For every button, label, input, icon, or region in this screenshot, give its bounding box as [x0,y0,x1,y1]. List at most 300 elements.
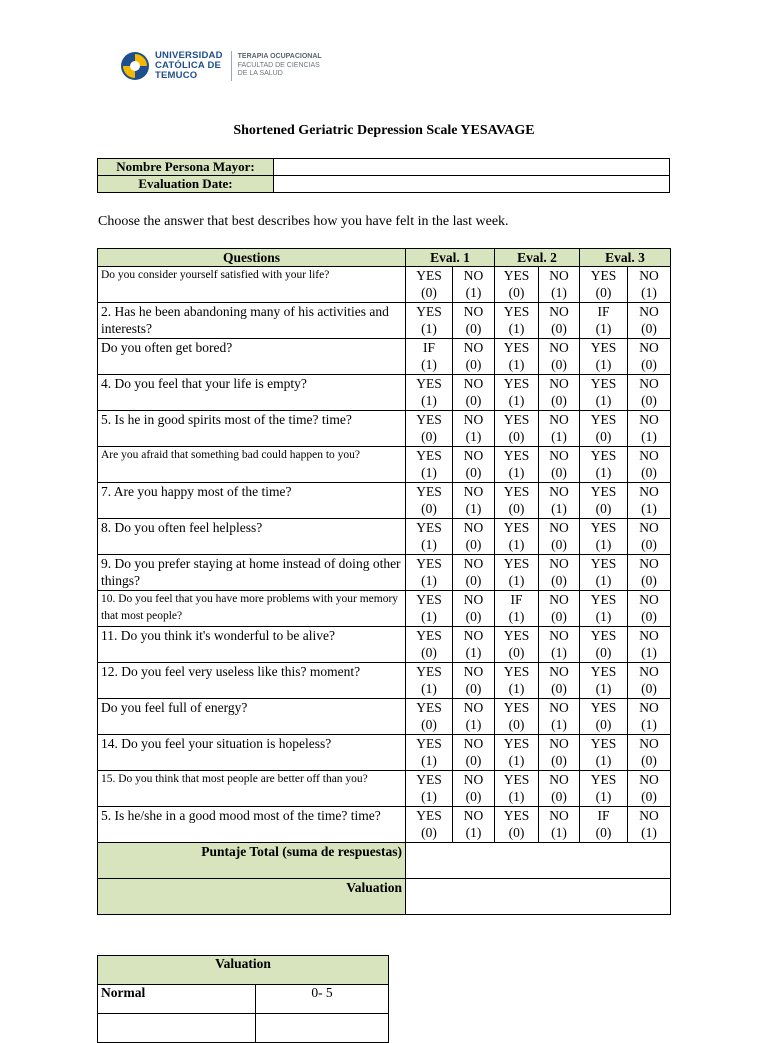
answer-option[interactable] [495,303,539,339]
answer-option[interactable] [453,519,495,555]
answer-option[interactable] [628,699,671,735]
answer-label: YES [416,268,442,283]
answer-score: (1) [508,789,525,804]
answer-score: (1) [421,753,437,768]
table-row [98,447,671,483]
answer-label: YES [590,484,617,499]
answer-score: (1) [641,717,657,732]
answer-option[interactable] [628,555,671,591]
answer-label: YES [503,736,530,751]
table-row [98,303,671,339]
answer-score: (0) [508,285,525,300]
answer-label: IF [597,304,610,319]
question-text: Do you often get bored? [98,339,406,375]
answer-label: YES [503,808,530,823]
answer-label: IF [422,340,435,355]
legend-cell [98,1014,256,1043]
answer-option[interactable] [406,519,453,555]
answer-label: YES [416,592,442,607]
valuation-legend-table [97,955,389,1043]
legend-title: Valuation [98,956,389,985]
answer-score: (0) [465,573,482,588]
answer-score: (0) [465,789,482,804]
answer-option[interactable] [495,483,539,519]
answer-label: YES [503,304,530,319]
answer-option[interactable] [453,555,495,591]
answer-label: NO [639,808,659,823]
answer-option[interactable] [495,807,539,843]
answer-score: (0) [421,825,437,840]
name-field[interactable] [274,159,670,176]
answer-label: YES [503,700,530,715]
answer-score: (0) [641,753,657,768]
answer-option[interactable] [453,375,495,411]
answer-option[interactable] [580,807,628,843]
date-label: Evaluation Date: [98,176,274,193]
answer-score: (1) [421,609,437,624]
answer-option[interactable] [453,627,495,663]
answer-option[interactable] [580,483,628,519]
answer-score: (1) [508,681,525,696]
answer-label: IF [510,592,523,607]
answer-option[interactable] [628,591,671,627]
answer-score: (0) [551,753,567,768]
answer-score: (0) [595,645,612,660]
answer-score: (0) [595,429,612,444]
answer-score: (1) [595,573,612,588]
answer-option[interactable] [495,663,539,699]
question-text: 15. Do you think that most people are better off than you? [98,771,406,807]
answer-option[interactable] [406,375,453,411]
answer-option[interactable] [539,771,580,807]
questions-header: Questions [98,249,406,267]
answer-option[interactable] [628,807,671,843]
answer-label: YES [503,772,530,787]
table-row [98,591,671,627]
answer-score: (1) [421,573,437,588]
answer-score: (1) [508,573,525,588]
answer-label: NO [549,304,569,319]
answer-option[interactable] [539,735,580,771]
answer-option[interactable] [539,339,580,375]
answer-option[interactable] [580,339,628,375]
answer-option[interactable] [539,807,580,843]
answer-label: NO [639,520,659,535]
answer-score: (0) [641,609,657,624]
answer-option[interactable] [580,771,628,807]
answer-score: (0) [551,465,567,480]
answer-option[interactable] [453,447,495,483]
question-text: 8. Do you often feel helpless? [98,519,406,555]
answer-option[interactable] [495,519,539,555]
answer-score: (1) [595,321,612,336]
answer-score: (0) [465,753,482,768]
answer-label: YES [416,700,442,715]
answer-score: (0) [595,825,612,840]
question-text: 2. Has he been abandoning many of his activities and interests? [98,303,406,339]
info-table [97,158,670,193]
answer-label: YES [416,556,442,571]
question-text: 4. Do you feel that your life is empty? [98,375,406,411]
answer-score: (0) [508,825,525,840]
answer-option[interactable] [539,411,580,447]
answer-score: (1) [641,825,657,840]
answer-option[interactable] [406,555,453,591]
answer-option[interactable] [628,735,671,771]
answer-score: (0) [465,681,482,696]
answer-option[interactable] [580,267,628,303]
university-logo [120,48,322,84]
answer-score: (1) [465,645,482,660]
answer-label: YES [590,556,617,571]
answer-option[interactable] [453,735,495,771]
answer-label: NO [549,772,569,787]
answer-score: (0) [641,789,657,804]
eval-2-header: Eval. 2 [495,249,580,267]
answer-score: (0) [421,285,437,300]
answer-score: (1) [421,465,437,480]
answer-score: (1) [551,429,567,444]
answer-option[interactable] [453,663,495,699]
answer-option[interactable] [495,771,539,807]
answer-score: (0) [465,537,482,552]
answer-score: (0) [641,393,657,408]
answer-score: (0) [508,501,525,516]
answer-score: (0) [551,789,567,804]
answer-label: YES [503,340,530,355]
name-label: Nombre Persona Mayor: [98,159,274,176]
total-score-field[interactable] [406,843,671,879]
answer-label: NO [549,628,569,643]
answer-option[interactable] [580,375,628,411]
answer-label: YES [416,448,442,463]
answer-label: YES [503,376,530,391]
answer-label: YES [590,592,617,607]
answer-score: (1) [465,825,482,840]
answer-score: (1) [595,681,612,696]
answer-option[interactable] [580,591,628,627]
answer-label: NO [549,376,569,391]
answer-option[interactable] [453,807,495,843]
answer-label: NO [463,484,484,499]
answer-label: YES [416,772,442,787]
answer-score: (1) [421,357,437,372]
answer-label: NO [463,268,484,283]
valuation-label: Valuation [98,879,406,915]
answer-label: YES [416,304,442,319]
answer-label: NO [463,340,484,355]
answer-label: NO [463,304,484,319]
answer-score: (1) [421,789,437,804]
answer-option[interactable] [453,303,495,339]
answer-score: (0) [551,681,567,696]
answer-option[interactable] [628,267,671,303]
answer-option[interactable] [539,591,580,627]
answer-label: NO [463,736,484,751]
answer-option[interactable] [628,519,671,555]
answer-label: NO [639,736,659,751]
answer-option[interactable] [406,663,453,699]
answer-option[interactable] [580,447,628,483]
date-field[interactable] [274,176,670,193]
answer-option[interactable] [539,447,580,483]
answer-option[interactable] [495,411,539,447]
answer-score: (0) [465,609,482,624]
answer-score: (1) [508,321,525,336]
answer-score: (0) [551,321,567,336]
answer-score: (0) [595,285,612,300]
question-text: Do you consider yourself satisfied with your life? [98,267,406,303]
answer-score: (1) [551,501,567,516]
answer-option[interactable] [628,447,671,483]
answer-option[interactable] [453,411,495,447]
depression-scale-table [97,248,671,915]
answer-label: NO [463,556,484,571]
answer-option[interactable] [453,771,495,807]
question-text: Do you feel full of energy? [98,699,406,735]
answer-option[interactable] [539,699,580,735]
answer-label: YES [590,700,617,715]
table-row [98,519,671,555]
answer-label: NO [639,592,659,607]
answer-label: YES [590,268,617,283]
answer-option[interactable] [406,735,453,771]
answer-option[interactable] [495,267,539,303]
answer-score: (0) [421,717,437,732]
table-row [98,627,671,663]
answer-label: YES [503,628,530,643]
answer-score: (1) [595,465,612,480]
answer-label: NO [463,412,484,427]
answer-score: (0) [421,645,437,660]
table-row [98,411,671,447]
answer-label: YES [416,664,442,679]
answer-option[interactable] [453,483,495,519]
answer-label: YES [503,520,530,535]
answer-score: (1) [421,393,437,408]
answer-score: (0) [508,429,525,444]
answer-label: NO [639,448,659,463]
legend-row [98,985,389,1014]
answer-score: (0) [465,321,482,336]
answer-option[interactable] [539,267,580,303]
answer-label: NO [549,520,569,535]
answer-option[interactable] [406,771,453,807]
table-row [98,735,671,771]
answer-score: (1) [595,609,612,624]
answer-score: (1) [421,321,437,336]
answer-score: (1) [421,681,437,696]
answer-label: YES [503,412,530,427]
answer-label: YES [590,736,617,751]
answer-score: (0) [641,573,657,588]
answer-score: (0) [595,717,612,732]
answer-score: (0) [551,573,567,588]
answer-option[interactable] [539,663,580,699]
answer-option[interactable] [628,339,671,375]
answer-score: (1) [551,717,567,732]
answer-label: NO [463,664,484,679]
answer-label: NO [639,340,659,355]
answer-label: YES [590,772,617,787]
answer-option[interactable] [453,699,495,735]
answer-option[interactable] [406,447,453,483]
answer-option[interactable] [453,267,495,303]
answer-score: (0) [641,321,657,336]
table-row [98,267,671,303]
answer-label: NO [463,520,484,535]
answer-label: NO [639,376,659,391]
answer-score: (0) [421,429,437,444]
answer-label: NO [549,664,569,679]
question-text: 10. Do you feel that you have more problems with your memory that most people? [98,591,406,627]
answer-option[interactable] [406,267,453,303]
answer-option[interactable] [495,699,539,735]
answer-option[interactable] [539,375,580,411]
answer-score: (1) [551,825,567,840]
answer-score: (1) [465,717,482,732]
answer-option[interactable] [406,699,453,735]
answer-option[interactable] [539,627,580,663]
answer-label: YES [416,736,442,751]
answer-score: (1) [465,429,482,444]
answer-label: YES [416,520,442,535]
answer-option[interactable] [580,735,628,771]
answer-option[interactable] [406,591,453,627]
answer-option[interactable] [580,627,628,663]
answer-score: (0) [465,465,482,480]
answer-option[interactable] [628,483,671,519]
answer-label: NO [549,592,569,607]
logo-divider [231,51,232,81]
answer-label: YES [590,520,617,535]
answer-score: (1) [641,501,657,516]
answer-option[interactable] [495,375,539,411]
answer-label: NO [549,808,569,823]
question-text: 9. Do you prefer staying at home instead of doing other things? [98,555,406,591]
answer-option[interactable] [628,627,671,663]
answer-score: (1) [508,357,525,372]
answer-label: NO [549,556,569,571]
eval-1-header: Eval. 1 [406,249,495,267]
valuation-field[interactable] [406,879,671,915]
answer-option[interactable] [539,519,580,555]
answer-option[interactable] [539,483,580,519]
answer-label: NO [463,592,484,607]
answer-label: NO [549,412,569,427]
answer-score: (0) [508,645,525,660]
question-text: 12. Do you feel very useless like this? moment? [98,663,406,699]
answer-option[interactable] [406,339,453,375]
answer-label: NO [639,664,659,679]
answer-label: YES [503,484,530,499]
answer-option[interactable] [539,303,580,339]
answer-option[interactable] [495,627,539,663]
answer-label: YES [503,556,530,571]
legend-row [98,1014,389,1043]
answer-label: YES [590,664,617,679]
answer-label: YES [503,448,530,463]
answer-label: NO [463,700,484,715]
logo-emblem-icon [120,51,150,81]
answer-option[interactable] [580,555,628,591]
eval-3-header: Eval. 3 [580,249,671,267]
answer-option[interactable] [628,303,671,339]
answer-label: NO [639,268,659,283]
answer-option[interactable] [406,627,453,663]
question-text: 7. Are you happy most of the time? [98,483,406,519]
answer-label: NO [549,340,569,355]
table-row [98,807,671,843]
answer-label: NO [549,736,569,751]
answer-label: YES [503,664,530,679]
answer-option[interactable] [580,519,628,555]
answer-score: (0) [508,717,525,732]
answer-option[interactable] [495,591,539,627]
answer-label: NO [463,772,484,787]
table-row [98,771,671,807]
answer-option[interactable] [406,303,453,339]
answer-option[interactable] [453,591,495,627]
answer-option[interactable] [495,447,539,483]
answer-option[interactable] [495,735,539,771]
answer-option[interactable] [628,771,671,807]
answer-label: NO [463,448,484,463]
answer-score: (1) [508,753,525,768]
answer-label: NO [639,556,659,571]
answer-label: NO [549,268,569,283]
answer-option[interactable] [628,411,671,447]
answer-option[interactable] [628,375,671,411]
table-row [98,375,671,411]
answer-score: (0) [421,501,437,516]
answer-score: (0) [551,609,567,624]
answer-label: YES [416,808,442,823]
answer-option[interactable] [453,339,495,375]
instruction-text: Choose the answer that best describes how you have felt in the last week. [98,214,509,229]
answer-option[interactable] [539,555,580,591]
answer-option[interactable] [406,483,453,519]
answer-score: (1) [465,285,482,300]
answer-option[interactable] [406,807,453,843]
answer-option[interactable] [628,663,671,699]
answer-option[interactable] [495,555,539,591]
answer-score: (0) [551,357,567,372]
answer-option[interactable] [580,303,628,339]
answer-score: (0) [641,465,657,480]
answer-score: (1) [508,465,525,480]
legend-cell [256,1014,389,1043]
answer-score: (1) [595,357,612,372]
table-row [98,483,671,519]
answer-label: NO [639,484,659,499]
answer-label: NO [463,808,484,823]
answer-option[interactable] [580,663,628,699]
answer-label: NO [463,376,484,391]
answer-label: NO [639,772,659,787]
answer-label: NO [549,448,569,463]
answer-option[interactable] [406,411,453,447]
table-row [98,699,671,735]
table-row [98,555,671,591]
question-text: Are you afraid that something bad could happen to you? [98,447,406,483]
answer-option[interactable] [495,339,539,375]
answer-score: (1) [508,609,525,624]
answer-label: NO [463,628,484,643]
answer-option[interactable] [580,411,628,447]
answer-option[interactable] [580,699,628,735]
answer-score: (1) [595,753,612,768]
